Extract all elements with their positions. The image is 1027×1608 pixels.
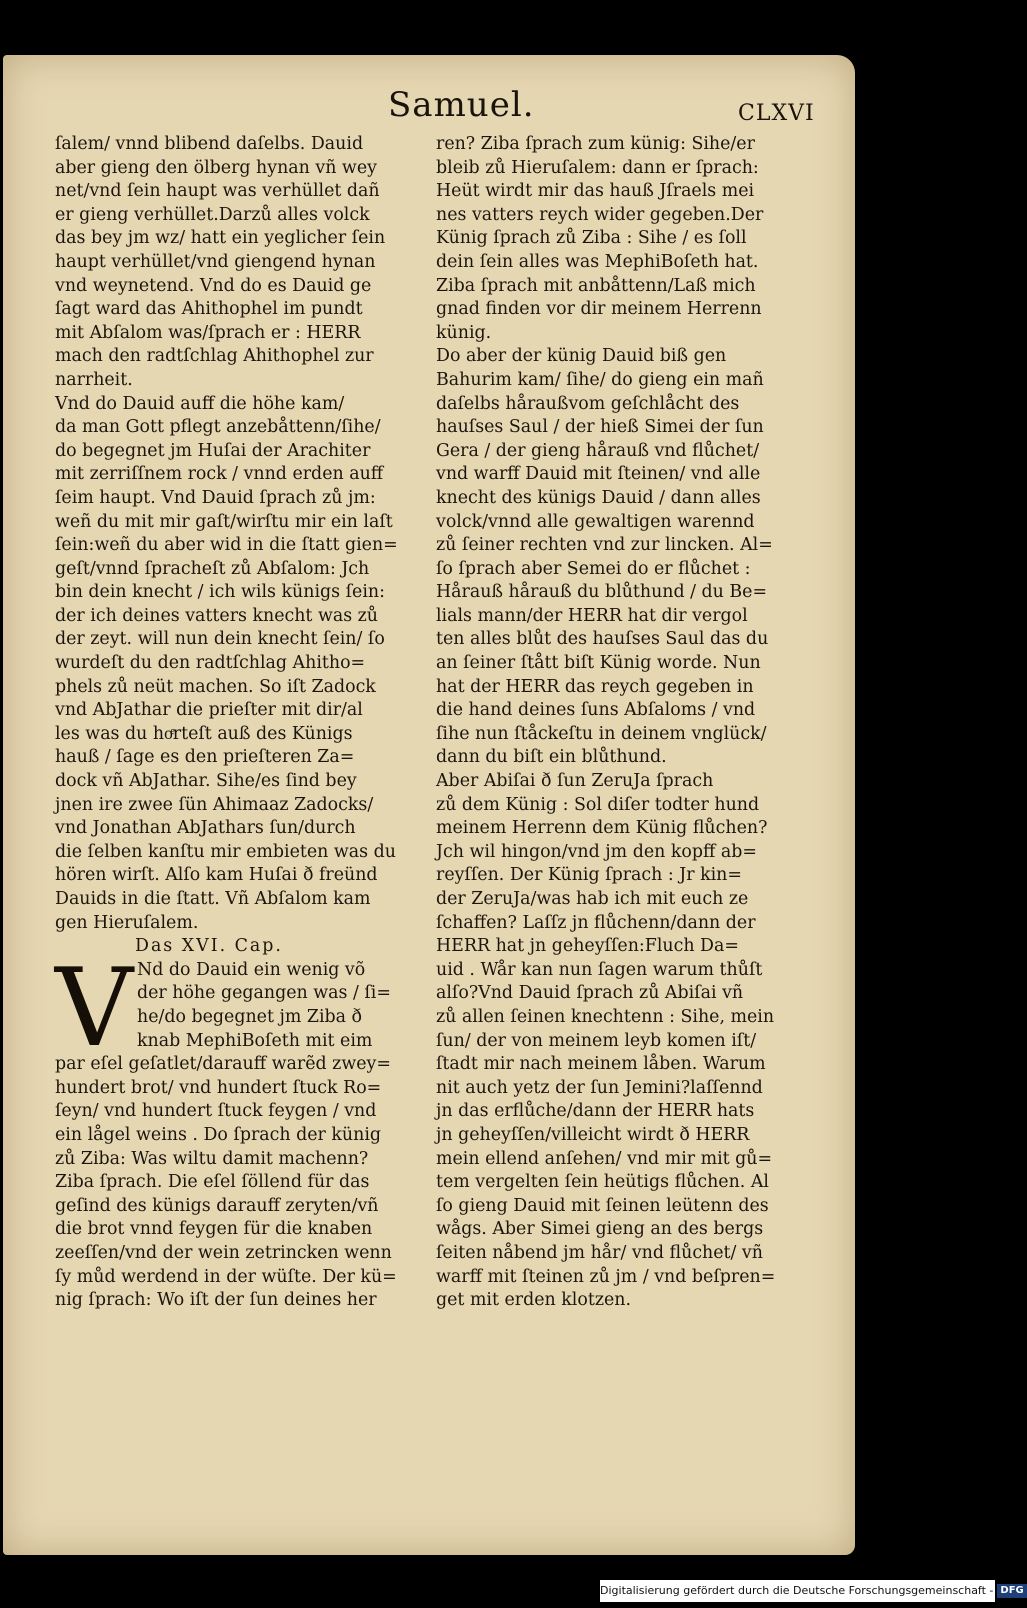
running-header-title: Samuel.: [388, 85, 535, 125]
text-line: phels zů neüt machen. So iſt Zadock: [55, 676, 376, 697]
text-line: die ſelben kanſtu mir embieten was du: [55, 841, 396, 862]
folio-number: CLXVI: [738, 101, 815, 126]
text-line: Ziba ſprach. Die eſel ſöllend für das: [55, 1172, 370, 1193]
text-line: hauſses Saul / der hieß Simei der ſun: [436, 417, 764, 438]
text-line: jn geheyſſen/villeicht wirdt ð HERR: [436, 1124, 750, 1145]
text-line: daſelbs håraußvom geſchlåcht des: [436, 393, 740, 414]
text-line: haupt verhüllet/vnd giengend hynan: [55, 251, 376, 272]
text-line: get mit erden klotzen.: [436, 1290, 632, 1311]
text-line: das bey jm wz/ hatt ein yeglicher ſein: [55, 228, 386, 249]
text-line: warff mit ſteinen zů jm / vnd beſpren=: [436, 1266, 776, 1287]
text-line: ſo gieng Dauid mit ſeinen leütenn des: [436, 1195, 769, 1216]
text-line: he/do begegnet jm Ziba ð: [137, 1006, 363, 1027]
text-line: die hand deines ſuns Abſaloms / vnd: [436, 700, 756, 721]
text-line: ſy můd werdend in der wüſte. Der kü=: [55, 1266, 397, 1287]
text-line: Ziba ſprach mit anbåttenn/Laß mich: [436, 275, 756, 296]
text-line: hundert brot/ vnd hundert ſtuck Ro=: [55, 1077, 382, 1098]
text-line: ſalem/ vnnd blibend daſelbs. Dauid: [55, 134, 364, 154]
text-line: Do aber der künig Dauid biß gen: [436, 346, 727, 367]
text-line: ſchaffen? Laſſz jn flůchenn/dann der: [436, 912, 756, 933]
text-line: do begegnet jm Huſai der Arachiter: [55, 440, 371, 461]
text-line: zeeſſen/vnd der wein zetrincken wenn: [55, 1242, 392, 1263]
text-line: bin dein knecht / ich wils künigs ſein:: [55, 582, 385, 603]
text-line: geſind des künigs darauff zeryten/vñ: [55, 1195, 379, 1216]
text-line: Dauids in die ſtatt. Vñ Abſalom kam: [55, 889, 371, 909]
right-column: [436, 133, 821, 1313]
digitization-footer: [600, 1580, 1024, 1602]
text-line: lials mann/der HERR hat dir vergol: [436, 605, 748, 626]
text-line: da man Gott pflegt anzebåttenn/ſihe/: [55, 417, 381, 438]
text-line: jn das erflůche/dann der HERR hats: [436, 1101, 755, 1122]
text-line: mit Abſalom was/ſprach er : HERR: [55, 322, 361, 343]
text-line: ſeyn/ vnd hundert ſtuck feygen / vnd: [55, 1101, 377, 1122]
text-line: mach den radtſchlag Ahithophel zur: [55, 346, 374, 367]
text-line: jnen ire zwee ſün Ahimaaz Zadocks/: [55, 794, 374, 815]
text-line: knab MephiBoſeth mit eim: [137, 1030, 373, 1051]
text-line: ſtadt mir nach meinem låben. Warum: [436, 1054, 766, 1075]
text-line: Aber Abiſai ð ſun ZeruJa ſprach: [436, 771, 714, 792]
text-line: par eſel geſatlet/darauff warẽd zwey=: [55, 1054, 391, 1075]
text-line: geſt/vnnd ſpracheſt zů Abſalom: Jch: [55, 558, 370, 579]
text-line: ſo ſprach aber Semei do er flůchet :: [436, 558, 751, 579]
text-line: er gieng verhüllet.Darzů alles volck: [55, 204, 370, 225]
text-line: ſeim haupt. Vnd Dauid ſprach zů jm:: [55, 487, 376, 508]
text-line: Bahurim kam/ ſihe/ do gieng ein mañ: [436, 369, 764, 390]
text-line: Nd do Dauid ein wenig võ: [137, 959, 366, 980]
text-line: nit auch yetz der ſun Jemini?laſſennd: [436, 1077, 763, 1098]
text-line: vnd Jonathan AbJathars ſun/durch: [55, 818, 356, 839]
text-line: gnad finden vor dir meinem Herrenn: [436, 299, 762, 320]
text-line: volck/vnnd alle gewaltigen warennd: [436, 511, 755, 532]
chapter-heading: Das XVI. Cap.: [135, 936, 283, 957]
text-line: Heüt wirdt mir das hauß Jſraels mei: [436, 181, 755, 202]
text-line: les was du hoͤrteſt auß des Künigs: [55, 723, 353, 744]
right-column-lines: [436, 133, 821, 1313]
text-line: künig.: [436, 322, 492, 343]
text-line: ſun/ der von meinem leyb komen iſt/: [436, 1030, 757, 1051]
text-line: vnd AbJathar die prieſter mit dir/al: [55, 700, 363, 721]
text-line: ſein:weñ du aber wid in die ſtatt gien=: [55, 535, 398, 556]
text-line: an ſeiner ſtått biſt Künig worde. Nun: [436, 653, 761, 674]
text-line: dock vñ AbJathar. Sihe/es ſind bey: [55, 771, 357, 792]
text-line: der zeyt. will nun dein knecht ſein/ ſo: [55, 629, 385, 650]
text-line: ſihe nun ſtåckeſtu in deinem vnglück/: [436, 723, 767, 744]
text-line: zů ſeiner rechten vnd zur lincken. Al=: [436, 535, 773, 556]
text-line: aber gieng den ölberg hynan vñ wey: [55, 157, 377, 178]
text-line: ten alles blůt des hauſses Saul das du: [436, 629, 769, 650]
text-line: vnd weynetend. Vnd do es Dauid ge: [55, 275, 372, 296]
text-line: reyſſen. Der Künig ſprach : Jr kin=: [436, 865, 742, 886]
text-line: weñ du mit mir gaſt/wirſtu mir ein laſt: [55, 511, 393, 532]
text-line: hauß / ſage es den prieſteren Za=: [55, 747, 355, 768]
text-line: dann du biſt ein blůthund.: [436, 747, 667, 768]
text-line: vnd warff Dauid mit ſteinen/ vnd alle: [436, 464, 761, 485]
left-column-lines: [55, 133, 420, 935]
text-line: hören wirſt. Alſo kam Huſai ð freünd: [55, 865, 378, 886]
left-column: [55, 133, 420, 1313]
text-line: ſagt ward das Ahithophel im pundt: [55, 299, 363, 320]
text-line: ein lågel weins . Do ſprach der künig: [55, 1124, 382, 1145]
text-line: die brot vnnd feygen für die knaben: [55, 1219, 373, 1240]
text-line: Gera / der gieng hårauß vnd flůchet/: [436, 440, 760, 461]
text-line: Jch wil hingon/vnd jm den kopff ab=: [436, 841, 757, 862]
text-line: uid . Wår kan nun ſagen warum thůſt: [436, 959, 763, 980]
text-line: net/vnd ſein haupt was verhüllet dañ: [55, 181, 380, 202]
text-line: der höhe gegangen was / ſi=: [137, 983, 391, 1004]
text-line: meinem Herrenn dem Künig flůchen?: [436, 818, 768, 839]
text-line: zů dem Künig : Sol diſer todter hund: [436, 794, 760, 815]
text-line: tem vergelten ſein heütigs flůchen. Al: [436, 1172, 769, 1193]
text-line: Vnd do Dauid auff die höhe kam/: [55, 393, 345, 414]
text-line: zů Ziba: Was wiltu damit machenn?: [55, 1148, 369, 1169]
text-line: alſo?Vnd Dauid ſprach zů Abiſai vñ: [436, 983, 744, 1004]
text-line: wurdeſt du den radtſchlag Ahitho=: [55, 653, 366, 674]
text-line: wågs. Aber Simei gieng an des bergs: [436, 1219, 764, 1240]
text-line: dein ſein alles was MephiBoſeth hat.: [436, 251, 759, 272]
text-line: mein ellend anſehen/ vnd mir mit gů=: [436, 1148, 773, 1169]
text-line: HERR hat jn geheyſſen:Fluch Da=: [436, 936, 739, 957]
text-line: bleib zů Hieruſalem: dann er ſprach:: [436, 157, 759, 178]
text-line: Künig ſprach zů Ziba : Sihe / es ſoll: [436, 228, 747, 249]
text-line: nig ſprach: Wo iſt der ſun deines her: [55, 1290, 377, 1311]
text-line: der ich deines vatters knecht was zů: [55, 605, 379, 626]
dfg-logo: DFG: [997, 1584, 1026, 1598]
text-line: der ZeruJa/was hab ich mit euch ze: [436, 889, 749, 909]
drop-cap: V: [55, 945, 133, 1071]
text-line: nes vatters reych wider gegeben.Der: [436, 204, 764, 225]
text-line: mit zerriſſnem rock / vnnd erden auff: [55, 464, 384, 485]
text-line: hat der HERR das reych gegeben in: [436, 676, 754, 697]
text-line: knecht des künigs Dauid / dann alles: [436, 487, 761, 508]
footer-text: Digitalisierung gefördert durch die Deutsche Forschungsgemeinschaft -: [600, 1584, 994, 1597]
text-line: ren? Ziba ſprach zum künig: Sihe/er: [436, 134, 755, 154]
text-line: zů allen ſeinen knechtenn : Sihe, mein: [436, 1006, 775, 1027]
book-page: [3, 55, 855, 1555]
text-line: gen Hieruſalem.: [55, 912, 199, 933]
text-line: Hårauß hårauß du blůthund / du Be=: [436, 582, 768, 603]
text-line: narrheit.: [55, 369, 133, 390]
text-line: ſeiten nåbend jm hår/ vnd flůchet/ vñ: [436, 1242, 763, 1263]
